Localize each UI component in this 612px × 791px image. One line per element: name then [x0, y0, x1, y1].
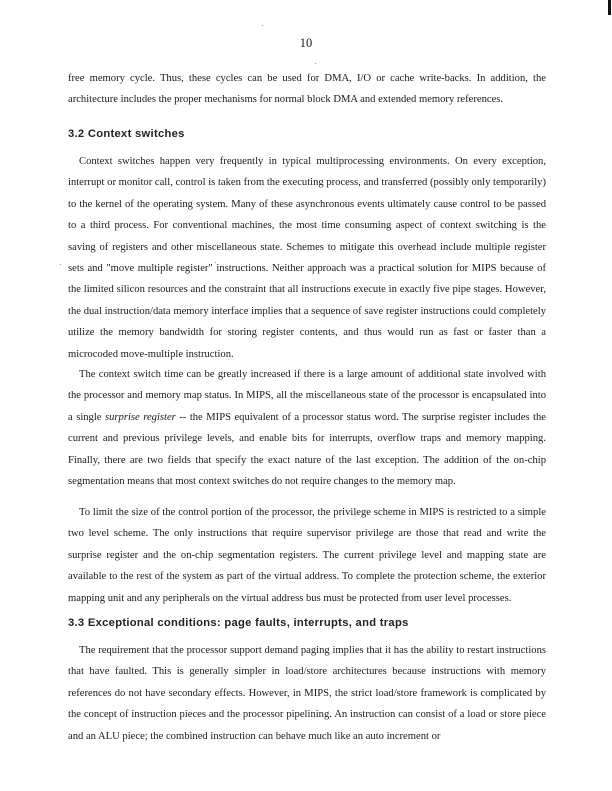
section-heading-3-2: 3.2 Context switches [68, 128, 185, 140]
paragraph-exceptional-conditions [68, 640, 546, 747]
paragraph-privilege-scheme [68, 502, 546, 609]
text-run: The context switch time can be greatly increased if there is a large amount of additional state involved with the processor and memory map status. In MIPS, all the miscellaneous state of the processor is encapsulated into a single [68, 369, 546, 423]
paragraph-context-switches [68, 151, 546, 365]
paragraph-text [68, 364, 546, 492]
emphasis-term: surprise register [105, 411, 176, 423]
scan-speck [315, 63, 316, 64]
paragraph-text: Context switches happen very frequently in typical multiprocessing environments. On every exception, interrupt or monitor call, control is taken from the executing process, and transferred (possibly only temporarily) to the kernel of the operating system. Many of these asynchronous events ultimately cause control to be passed to a third process. For conventional machines, the most time consuming aspect of context switching is the saving of registers and other miscellaneous state. Schemes to mitigate this overhead include multiple register sets and "move multiple register" instructions. Neither approach was a practical solution for MIPS because of the limited silicon resources and the constraint that all instructions execute in exactly five pipe stages. However, the dual instruction/data memory interface implies that a sequence of save register instructions could completely utilize the memory bandwidth for storing register contents, and thus would run as fast or faster than a microcoded move-multiple instruction. [68, 156, 546, 360]
paragraph-text: free memory cycle. Thus, these cycles can be used for DMA, I/O or cache write-backs. In addition, the architecture includes the proper mechanisms for normal block DMA and extended memory references. [68, 73, 546, 106]
paragraph-continuation [68, 68, 546, 111]
paragraph-text: To limit the size of the control portion of the processor, the privilege scheme in MIPS is restricted to a simple two level scheme. The only instructions that require supervisor privilege are those that read and write the surprise register and the on-chip segmentation registers. The current privilege level and mapping state are available to the rest of the system as part of the virtual address. To complete the protection scheme, the exterior mapping unit and any peripherals on the virtual address bus must be protected from user level processes. [68, 507, 546, 604]
scan-speck [60, 264, 61, 265]
page-number: 10 [299, 36, 313, 50]
scan-speck [262, 25, 263, 26]
paragraph-surprise-register [68, 364, 546, 492]
text-run: -- the MIPS equivalent of a processor status word. The surprise register includes the current and previous privilege levels, and enable bits for interrupts, overflow traps and memory mapping. Finally, there are two fields that specify the exact nature of the last exception. The addition of the on-chip segmentation means that most context switches do not require changes to the memory map. [68, 411, 546, 488]
paragraph-text: The requirement that the processor support demand paging implies that it has the ability to restart instructions that have faulted. This is generally simpler in load/store architectures because instructions with memory references do not have secondary effects. However, in MIPS, the strict load/store framework is complicated by the concept of instruction pieces and the processor pipelining. An instruction can consist of a load or store piece and an ALU piece; the combined instruction can behave much like an auto increment or [68, 645, 546, 742]
scan-edge-mark [608, 0, 611, 15]
section-heading-3-3: 3.3 Exceptional conditions: page faults, interrupts, and traps [68, 617, 409, 629]
